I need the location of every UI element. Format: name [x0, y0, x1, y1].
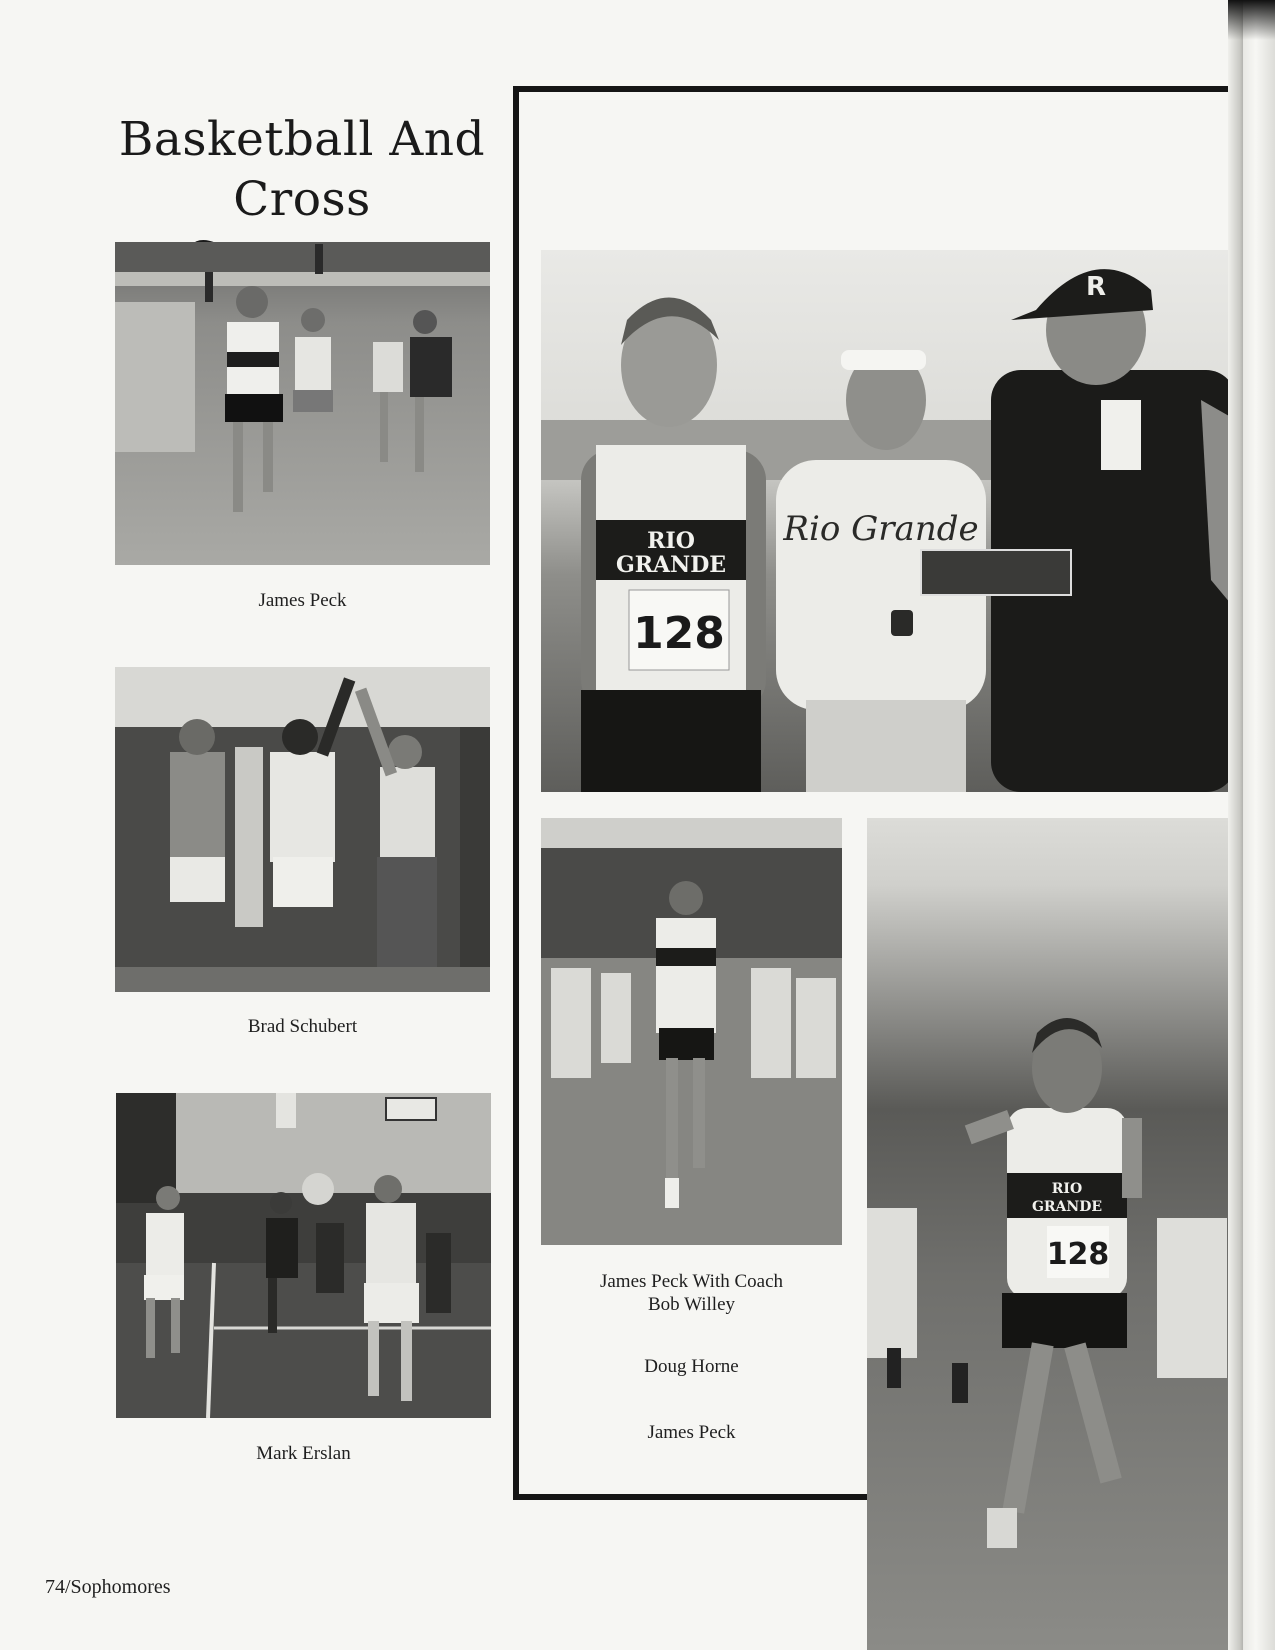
tall-bib-number: 128	[1046, 1237, 1110, 1272]
tall-jersey-grande: GRANDE	[1031, 1199, 1103, 1215]
caption-coach-line-1: James Peck With Coach	[599, 1271, 784, 1292]
photo-basketball-game	[116, 1093, 491, 1418]
title-line-2: Cross	[233, 172, 371, 227]
gutter-shadow	[1228, 0, 1275, 40]
jersey-text-rio: RIO	[647, 528, 695, 554]
photo-runner-with-coach	[541, 250, 1236, 792]
cap-letter: R	[1085, 272, 1107, 302]
photo-runner-small	[541, 818, 842, 1245]
caption-doug-horne: Doug Horne	[644, 1356, 739, 1377]
title-line-1: Basketball And	[118, 112, 486, 167]
photo-basketball-high-five	[115, 667, 490, 992]
photo-runner-tall	[867, 818, 1237, 1650]
caption-photo-3: Mark Erslan	[256, 1443, 351, 1464]
tall-jersey-rio: RIO	[1051, 1181, 1083, 1197]
bib-number: 128	[633, 608, 725, 659]
caption-photo-2: Brad Schubert	[247, 1016, 358, 1037]
page-footer: 74/Sophomores	[45, 1576, 171, 1598]
caption-coach-line-2: Bob Willey	[647, 1294, 736, 1315]
facing-page-edge	[1243, 0, 1275, 1650]
photo-cross-country-runners	[115, 242, 490, 565]
jersey-text-grande: GRANDE	[615, 552, 727, 578]
sweatshirt-text: Rio Grande	[783, 509, 979, 549]
caption-james-peck: James Peck	[647, 1422, 736, 1443]
caption-photo-1: James Peck	[258, 590, 347, 611]
